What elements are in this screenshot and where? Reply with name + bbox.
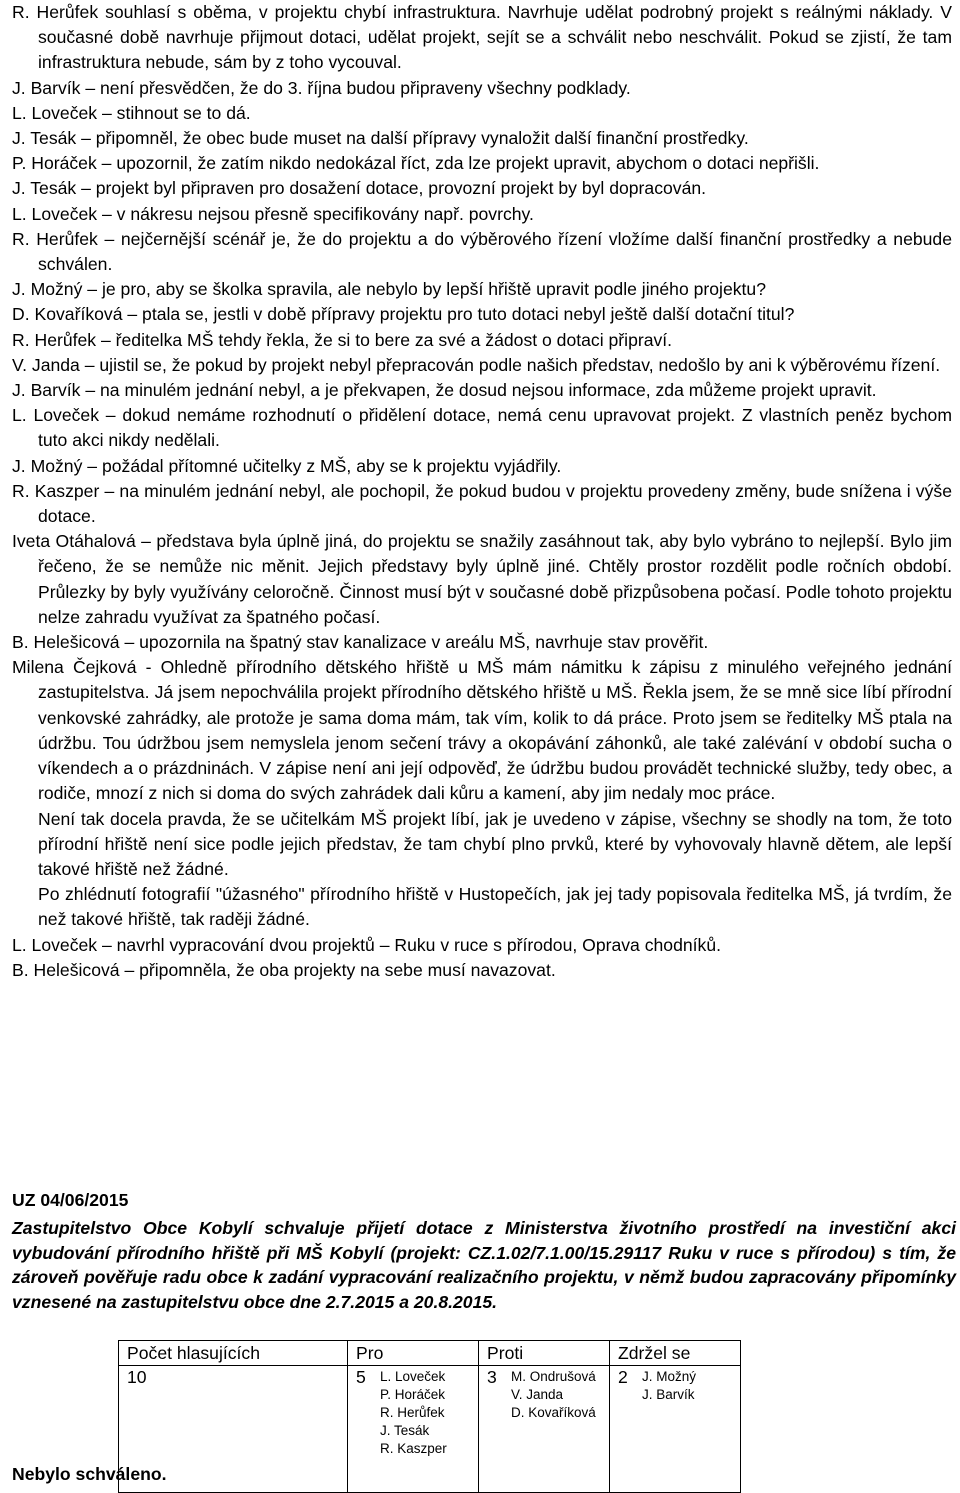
pro-voter-name: R. Herůfek — [380, 1405, 445, 1420]
minutes-paragraph: L. Loveček – v nákresu nejsou přesně specifikovány např. povrchy. — [12, 203, 534, 224]
header-proti: Proti — [479, 1341, 610, 1366]
proti-voter-name: M. Ondrušová — [511, 1369, 596, 1384]
resolution-number: UZ 04/06/2015 — [12, 1190, 129, 1210]
vote-outcome: Nebylo schváleno. — [12, 1464, 167, 1484]
minutes-paragraph: R. Herůfek souhlasí s oběma, v projektu chybí infrastruktura. Navrhuje udělat podrobný projekt s reálnými náklady. V současné době navrhuje přijmout dotaci, udělat projekt, sejít se a schválit nebo neschválit. Pokud se zjistí, že tam infrastruktura nebude, sám by z toho vycouval. — [12, 2, 952, 73]
header-voters: Počet hlasujících — [119, 1341, 348, 1366]
minutes-paragraph: B. Helešicová – připomněla, že oba projekty na sebe musí navazovat. — [12, 959, 556, 980]
minutes-paragraph: Iveta Otáhalová – představa byla úplně jiná, do projektu se snažily zasáhnout tak, aby bylo vybráno to nejlepší. Bylo jim řečeno, že se nemůže nic měnit. Jejich představy byly úplně jiné. Chtěly prostor rozdělit podle ročních období. Průlezky by byly využívány celoročně. Činnost musí být v současné době přizpůsobena počasí. Podle tohoto projektu nelze zahradu využívat za špatného počasí. — [12, 531, 952, 627]
minutes-paragraph: Není tak docela pravda, že se učitelkám MŠ projekt líbí, jak je uvedeno v zápise, všechny se shodly na tom, že toto přírodní hřiště není sice podle jejich představ, že tam chybí plno prvků, které by vyhovovaly hlavně dětem, ale lepší takové hřiště než žádné. — [38, 808, 952, 879]
resolution-text: Zastupitelstvo Obce Kobylí schvaluje přijetí dotace z Ministerstva životního prostředí na investiční akci vybudování přírodního hřiště při MŠ Kobylí (projekt: CZ.1.02/7.1.00/15.29117 Ruku v ruce s přírodou) s tím, že zároveň pověřuje radu obce k zadání vypracování realizačního projektu, v němž budou zapracovány připomínky vznesené na zastupitelstvu obce dne 2.7.2015 a 20.8.2015. — [12, 1218, 956, 1312]
minutes-paragraph: L. Loveček – navrhl vypracování dvou projektů – Ruku v ruce s přírodou, Oprava chodníků. — [12, 934, 722, 955]
cell-zdrzel — [610, 1366, 741, 1493]
minutes-paragraph: R. Herůfek – ředitelka MŠ tehdy řekla, že si to bere za své a žádost o dotaci připraví. — [12, 329, 673, 350]
proti-voter-name: V. Janda — [511, 1387, 564, 1402]
zdrzel-voter-name: J. Možný — [642, 1369, 697, 1384]
minutes-paragraph: J. Barvík – není přesvědčen, že do 3. října budou připraveny všechny podklady. — [12, 77, 631, 98]
minutes-paragraph: J. Možný – požádal přítomné učitelky z MŠ, aby se k projektu vyjádřily. — [12, 455, 562, 476]
minutes-paragraph: Po zhlédnutí fotografií "úžasného" přírodního hřiště v Hustopečích, jak jej tady popisovala ředitelka MŠ, já tvrdím, že než takové hřiště, tak raději žádné. — [38, 884, 952, 930]
minutes-paragraph: D. Kovaříková – ptala se, jestli v době přípravy projektu pro tuto dotaci nebyl ještě další dotační titul? — [12, 304, 795, 325]
minutes-paragraph: J. Možný – je pro, aby se školka spravila, ale nebylo by lepší hřiště upravit podle jiného projektu? — [12, 279, 767, 300]
minutes-paragraph: B. Helešicová – upozornila na špatný stav kanalizace v areálu MŠ, navrhuje stav prověřit. — [12, 632, 709, 653]
minutes-paragraph: L. Loveček – dokud nemáme rozhodnutí o přidělení dotace, nemá cenu upravovat projekt. Z vlastních peněz bychom tuto akci nikdy nedělali. — [12, 405, 952, 451]
vote-table — [118, 1340, 741, 1493]
vote-table-row — [119, 1366, 741, 1493]
zdrzel-count: 2 — [618, 1367, 628, 1387]
minutes-paragraph: L. Loveček – stihnout se to dá. — [12, 102, 251, 123]
zdrzel-voter-name: J. Barvík — [642, 1387, 695, 1402]
cell-pro — [348, 1366, 479, 1493]
minutes-paragraph: R. Herůfek – nejčernější scénář je, že do projektu a do výběrového řízení vložíme další finanční prostředky a nebude schválen. — [12, 228, 952, 275]
pro-names — [380, 1366, 447, 1458]
minutes-paragraph: J. Tesák – připomněl, že obec bude muset na další přípravy vynaložit další finanční prostředky. — [12, 128, 749, 149]
cell-proti — [479, 1366, 610, 1493]
zdrzel-names — [642, 1366, 696, 1404]
minutes-paragraph: J. Barvík – na minulém jednání nebyl, a je překvapen, že dosud nejsou informace, zda můžeme projekt upravit. — [12, 380, 877, 401]
pro-voter-name: P. Horáček — [380, 1387, 446, 1402]
minutes-paragraph: V. Janda – ujistil se, že pokud by projekt nebyl přepracován podle našich představ, nedošlo by ani k výběrovému řízení. — [12, 354, 941, 375]
proti-voter-name: D. Kovaříková — [511, 1405, 596, 1420]
pro-voter-name: R. Kaszper — [380, 1441, 447, 1456]
pro-count: 5 — [356, 1367, 366, 1387]
header-zdrzel: Zdržel se — [610, 1341, 741, 1366]
minutes-paragraph: Milena Čejková - Ohledně přírodního dětského hřiště u MŠ mám námitku k zápisu z minulého veřejného jednání zastupitelstva. Já jsem nepochválila projekt přírodního dětského hřiště u MŠ. Řekla jsem, že se mně sice líbí přírodní venkovské zahrádky, ale protože je sama doma mám, tak vím, kolik to dá práce. Proto jsem se ředitelky MŠ ptala na údržbu. Tou údržbou jsem nemyslela jenom sečení trávy a okopávání záhonků, ale také zalévání v období sucha o víkendech a o prázdninách. V zápise není ani její odpověď, že údržbu budou provádět technické služby, tedy obec, a rodiče, mnozí z nich si doma do svých zahrádek dali kůru a kamení, aby jim nedaly moc práce. — [12, 657, 952, 804]
pro-voter-name: J. Tesák — [380, 1423, 430, 1438]
total-count: 10 — [127, 1367, 147, 1387]
minutes-paragraph: P. Horáček – upozornil, že zatím nikdo nedokázal říct, zda lze projekt upravit, abychom o dotaci nepřišli. — [12, 153, 820, 174]
proti-count: 3 — [487, 1367, 497, 1387]
minutes-paragraph: J. Tesák – projekt byl připraven pro dosažení dotace, provozní projekt by byl dopracován. — [12, 178, 707, 199]
vote-table-header — [119, 1341, 741, 1366]
proti-names — [511, 1366, 596, 1422]
minutes-paragraph: R. Kaszper – na minulém jednání nebyl, ale pochopil, že pokud budou v projektu provedeny změny, bude snížena i výše dotace. — [12, 480, 952, 527]
pro-voter-name: L. Loveček — [380, 1369, 446, 1384]
header-pro: Pro — [348, 1341, 479, 1366]
